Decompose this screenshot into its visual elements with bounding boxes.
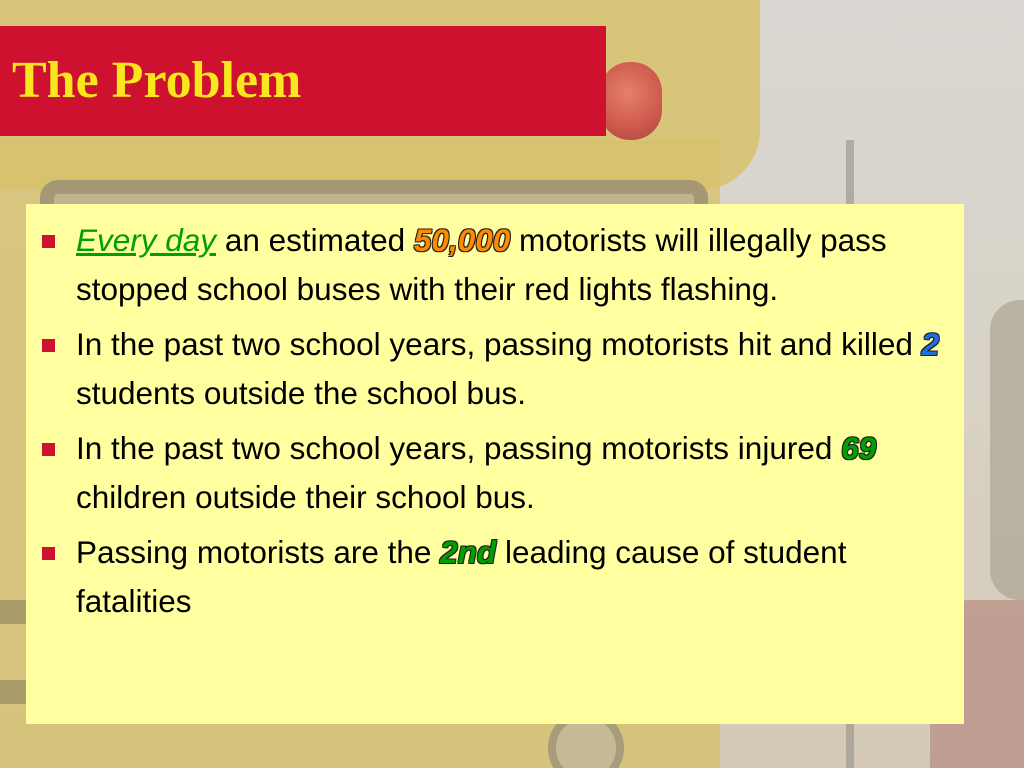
tree-shape xyxy=(990,300,1024,600)
slide-title: The Problem xyxy=(12,52,302,109)
square-bullet-icon xyxy=(42,235,55,248)
bullet-text: an estimated xyxy=(216,222,414,258)
stat-value: 2nd xyxy=(440,534,497,570)
stat-value: 69 xyxy=(841,430,877,466)
square-bullet-icon xyxy=(42,339,55,352)
bullet-text: In the past two school years, passing motorists injured xyxy=(76,430,842,466)
stat-value: 50,000 xyxy=(413,222,511,258)
bullet-item xyxy=(40,320,946,418)
bullet-text: Passing motorists are the xyxy=(76,534,441,570)
bullet-text: students outside the school bus. xyxy=(76,375,527,411)
bullet-item xyxy=(40,216,946,314)
title-bar xyxy=(0,26,606,136)
bullet-text: motorists will illegally pass stopped school buses with their red lights flashing. xyxy=(76,222,887,307)
bullet-list xyxy=(40,216,946,626)
square-bullet-icon xyxy=(42,443,55,456)
bullet-text: leading cause of student fatalities xyxy=(76,534,847,619)
bullet-text: In the past two school years, passing motorists hit and killed xyxy=(76,326,922,362)
bus-red-light-icon xyxy=(600,62,662,140)
stat-value: 2 xyxy=(921,326,940,362)
bullet-item xyxy=(40,424,946,522)
every-day-link[interactable]: Every day xyxy=(76,222,217,258)
content-box xyxy=(26,204,964,724)
bullet-text: children outside their school bus. xyxy=(76,479,535,515)
square-bullet-icon xyxy=(42,547,55,560)
bullet-item xyxy=(40,528,946,626)
